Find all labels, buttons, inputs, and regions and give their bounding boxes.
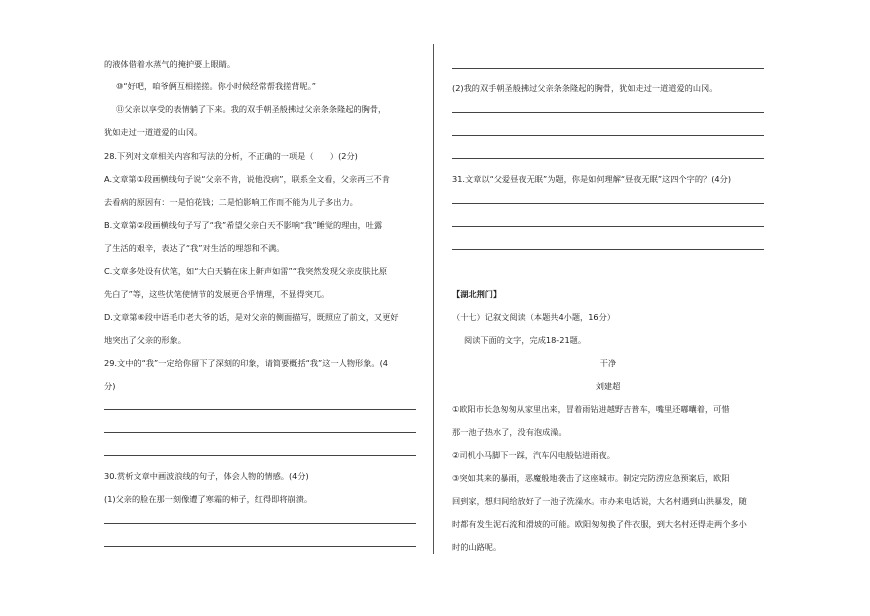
article-paragraph: 时的山路呢。 — [452, 542, 502, 552]
option-d-cont: 地突出了父亲的形象。 — [104, 335, 186, 345]
section-header: （十七）记叙文阅读（本题共4小题，16分） — [452, 312, 616, 322]
option-c-cont: 先白了”等，这些伏笔使情节的发展更合乎情理，不显得突兀。 — [104, 289, 330, 299]
passage-line: ⑩“好吧，咱爷俩互相搓搓。你小时候经常帮我搓背呢。” — [116, 81, 317, 91]
question-30-part-1: (1)父亲的脸在那一刻像遭了寒霜的柿子，红得即将崩溃。 — [104, 494, 313, 504]
option-a-cont: 去看病的原因有：一是怕花钱；二是怕影响工作而不能为儿子多出力。 — [104, 197, 358, 207]
option-b: B.文章第②段画横线句子写了“我”希望父亲白天不影响“我”睡觉的理由，吐露 — [104, 220, 383, 230]
answer-line[interactable] — [104, 546, 416, 547]
answer-line[interactable] — [104, 432, 416, 433]
article-paragraph: ③突如其来的暴雨，恶魔般地袭击了这座城市。制定完防涝应急预案后，欧阳 — [452, 473, 730, 483]
question-29-cont: 分) — [104, 381, 116, 391]
article-paragraph: 那一池子热水了，没有泡成澡。 — [452, 427, 567, 437]
option-d: D.文章第⑥段中语毛巾老大爷的话，是对父亲的侧面描写，既照应了前文，又更好 — [104, 312, 399, 322]
answer-line[interactable] — [452, 112, 764, 113]
question-31: 31.文章以“父爱昼夜无眠”为题，你是如何理解“昼夜无眠”这四个字的？(4分) — [452, 174, 732, 184]
article-author: 刘建超 — [595, 381, 621, 391]
answer-line[interactable] — [104, 455, 416, 456]
option-c: C.文章多处设有伏笔，如“大白天躺在床上鼾声如雷”“我突然发现父亲皮肤比原 — [104, 266, 388, 276]
article-title: 干净 — [599, 358, 617, 368]
question-30-part-2: (2)我的双手朝圣般拂过父亲条条隆起的胸骨，犹如走过一道道爱的山冈。 — [452, 83, 718, 93]
article-paragraph: 回到家，想归间给放好了一池子洗澡水。市办来电话说，大名村遇到山洪暴发，随 — [452, 496, 747, 506]
answer-line[interactable] — [452, 226, 764, 227]
article-paragraph: ②司机小马脚下一踩，汽车闪电般钻进雨夜。 — [452, 450, 615, 460]
instruction: 阅读下面的文字，完成18-21题。 — [464, 335, 587, 345]
answer-line[interactable] — [452, 68, 764, 69]
article-paragraph: ①欧阳市长急匆匆从家里出来，冒着雨钻进越野吉普车，嘴里还嘟囔着，可惜 — [452, 404, 730, 414]
article-paragraph: 时都有发生泥石流和滑坡的可能。欧阳匆匆换了件衣服，到大名村还得走两个多小 — [452, 519, 747, 529]
passage-line: 犹如走过一道道爱的山冈。 — [104, 127, 203, 137]
answer-line[interactable] — [104, 523, 416, 524]
passage-line: 的液体借着水蒸气的掩护要上眼睛。 — [104, 59, 236, 69]
option-a: A.文章第①段画横线句子说“父亲不肯，说他没病”，联系全文看，父亲再三不肯 — [104, 174, 390, 184]
answer-line[interactable] — [452, 203, 764, 204]
question-28: 28.下列对文章相关内容和写法的分析，不正确的一项是（ ）(2分) — [104, 151, 358, 161]
answer-line[interactable] — [452, 249, 764, 250]
answer-line[interactable] — [452, 135, 764, 136]
answer-line[interactable] — [104, 409, 416, 410]
option-b-cont: 了生活的艰辛，表达了“我”对生活的埋怨和不满。 — [104, 243, 285, 253]
question-29: 29.文中的“我”一定给你留下了深刻的印象，请简要概括“我”这一人物形象。(4 — [104, 358, 389, 368]
passage-line: ⑪父亲以享受的表情躺了下来。我的双手朝圣般拂过父亲条条隆起的胸骨， — [116, 104, 387, 114]
question-30: 30.赏析文章中画波浪线的句子，体会人物的情感。(4分) — [104, 471, 309, 481]
answer-line[interactable] — [452, 158, 764, 159]
column-divider — [433, 44, 434, 554]
section-title: 【湖北荆门】 — [452, 289, 502, 299]
